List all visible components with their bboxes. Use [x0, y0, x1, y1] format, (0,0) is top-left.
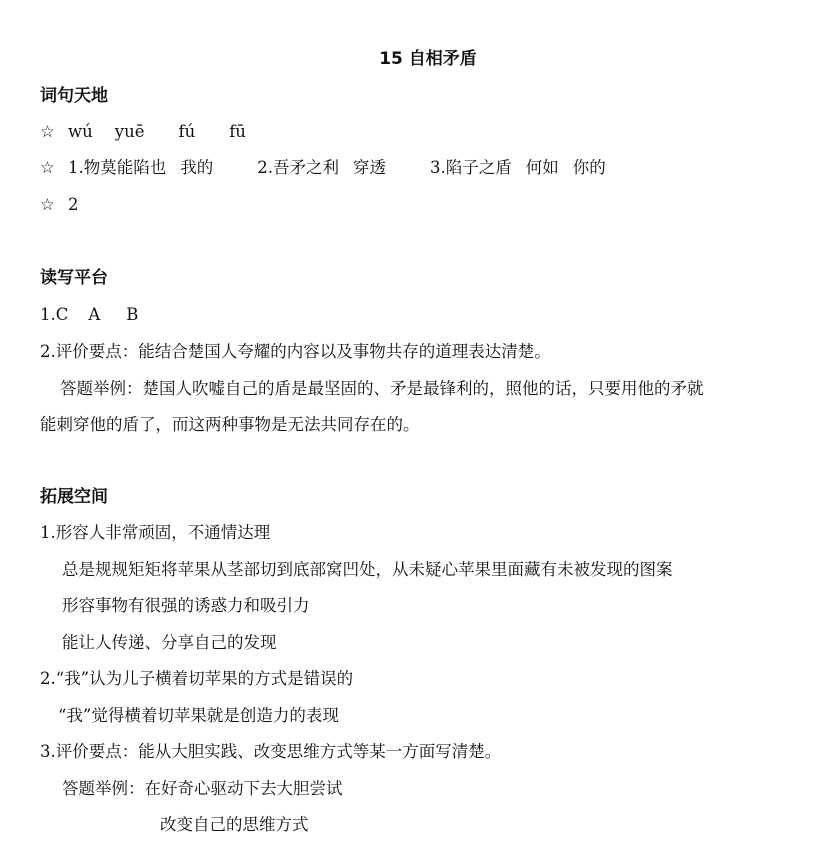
evaluation-point: 2.评价要点：能结合楚国人夸耀的内容以及事物共存的道理表达清楚。	[40, 342, 551, 361]
choice-2: A	[88, 305, 101, 324]
pinyin-1: wú	[68, 122, 93, 141]
answer-item-2: 2.吾矛之利	[257, 158, 339, 177]
star-icon: ☆	[40, 122, 55, 141]
pinyin-3: fú	[178, 122, 196, 141]
answer-item-2b: 穿透	[353, 158, 386, 177]
answer-item-1b: 我的	[180, 158, 214, 177]
list-item: 1.形容人非常顽固，不通情达理	[40, 523, 271, 542]
example-line-2: 能刺穿他的盾了，而这两种事物是无法共同存在的。	[40, 415, 420, 434]
example-label-line	[62, 777, 343, 801]
answer-line-2	[40, 156, 606, 180]
answer-item-3: 3.陷子之盾	[430, 158, 512, 177]
list-item-sub: 能让人传递、分享自己的发现	[62, 633, 277, 652]
answer-item-3c: 你的	[572, 158, 606, 177]
section-heading-tuozhan: 拓展空间	[40, 487, 108, 507]
example-text-2: 改变自己的思维方式	[160, 815, 309, 834]
choice-1: 1.C	[40, 305, 69, 324]
pinyin-line	[40, 120, 246, 144]
list-item: 3.评价要点：能从大胆实践、改变思维方式等某一方面写清楚。	[40, 742, 502, 761]
list-item: 2.“我”认为儿子横着切苹果的方式是错误的	[40, 669, 354, 688]
list-item-sub: “我”觉得横着切苹果就是创造力的表现	[58, 706, 339, 725]
example-line-1: 答题举例：楚国人吹嘘自己的盾是最坚固的、矛是最锋利的，照他的话，只要用他的矛就	[60, 379, 704, 398]
pinyin-2: yuē	[114, 122, 145, 141]
list-item-sub: 形容事物有很强的诱惑力和吸引力	[62, 596, 310, 615]
star-icon: ☆	[40, 158, 55, 177]
example-text-1: 在好奇心驱动下去大胆尝试	[144, 779, 343, 798]
answer-value: 2	[68, 195, 79, 214]
answer-item-1: 1.物莫能陷也	[68, 158, 167, 177]
section-heading-duxie: 读写平台	[40, 268, 108, 288]
page-title: 15 自相矛盾	[379, 49, 477, 69]
answer-line-3	[40, 193, 79, 217]
choice-answers	[40, 303, 138, 327]
example-label: 答题举例：	[62, 779, 145, 798]
pinyin-4: fū	[229, 122, 246, 141]
choice-3: B	[126, 305, 139, 324]
list-item-sub: 总是规规矩矩将苹果从茎部切到底部窝凹处，从未疑心苹果里面藏有未被发现的图案	[62, 560, 673, 579]
answer-item-3b: 何如	[525, 158, 559, 177]
star-icon: ☆	[40, 195, 55, 214]
section-heading-ciju: 词句天地	[40, 86, 108, 106]
